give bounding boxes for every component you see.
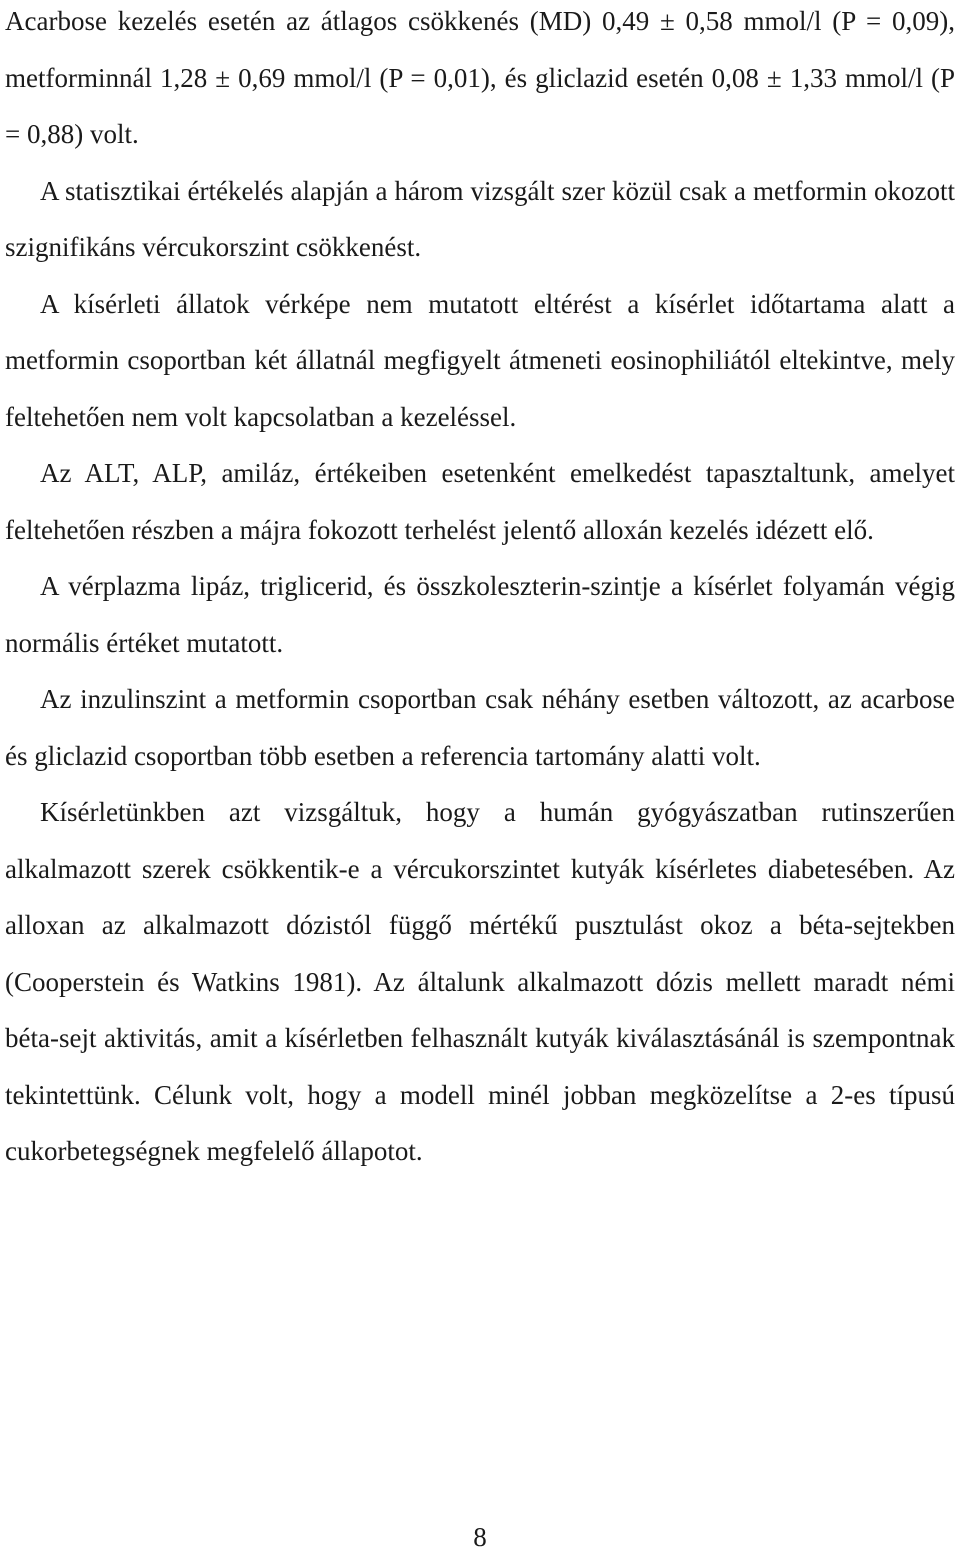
page-number: 8	[473, 1522, 487, 1552]
paragraph-results-md: Acarbose kezelés esetén az átlagos csökkenés (MD) 0,49 ± 0,58 mmol/l (P = 0,09), metforminnál 1,28 ± 0,69 mmol/l (P = 0,01), és gliclazid esetén 0,08 ± 1,33 mmol/l (P = 0,88) volt.	[5, 6, 955, 149]
paragraph-blood-count: A kísérleti állatok vérképe nem mutatott eltérést a kísérlet időtartama alatt a metformin csoportban két állatnál megfigyelt átmeneti eosinophiliától eltekintve, mely feltehetően nem volt kapcsolatban a kezeléssel.	[5, 288, 955, 432]
paragraph-statistics: A statisztikai értékelés alapján a három vizsgált szer közül csak a metformin okozott szignifikáns vércukorszint csökkenést.	[5, 175, 955, 262]
paragraph-discussion: Kísérletünkben azt vizsgáltuk, hogy a humán gyógyászatban rutinszerűen alkalmazott szerek csökkentik-e a vércukorszintet kutyák kísérletes diabetesében. Az alloxan az alkalmazott dózistól függő mértékű pusztulást okoz a béta-sejtekben (Cooperstein és Watkins 1981). Az általunk alkalmazott dózis mellett maradt némi béta-sejt aktivitás, amit a kísérletben felhasznált kutyák kiválasztásánál is szempontnak tekintettünk. Célunk volt, hogy a modell minél jobban megközelítse a 2-es típusú cukorbetegségnek megfelelő állapotot.	[5, 797, 955, 1166]
paragraph-lipids: A vérplazma lipáz, triglicerid, és összkoleszterin-szintje a kísérlet folyamán végig normális értéket mutatott.	[5, 571, 955, 658]
body-text	[5, 0, 955, 1180]
paragraph-insulin: Az inzulinszint a metformin csoportban csak néhány esetben változott, az acarbose és gliclazid csoportban több esetben a referencia tartomány alatti volt.	[5, 684, 955, 771]
paragraph-enzymes: Az ALT, ALP, amiláz, értékeiben esetenként emelkedést tapasztaltunk, amelyet feltehetően részben a májra fokozott terhelést jelentő alloxán kezelés idézett elő.	[5, 458, 955, 545]
